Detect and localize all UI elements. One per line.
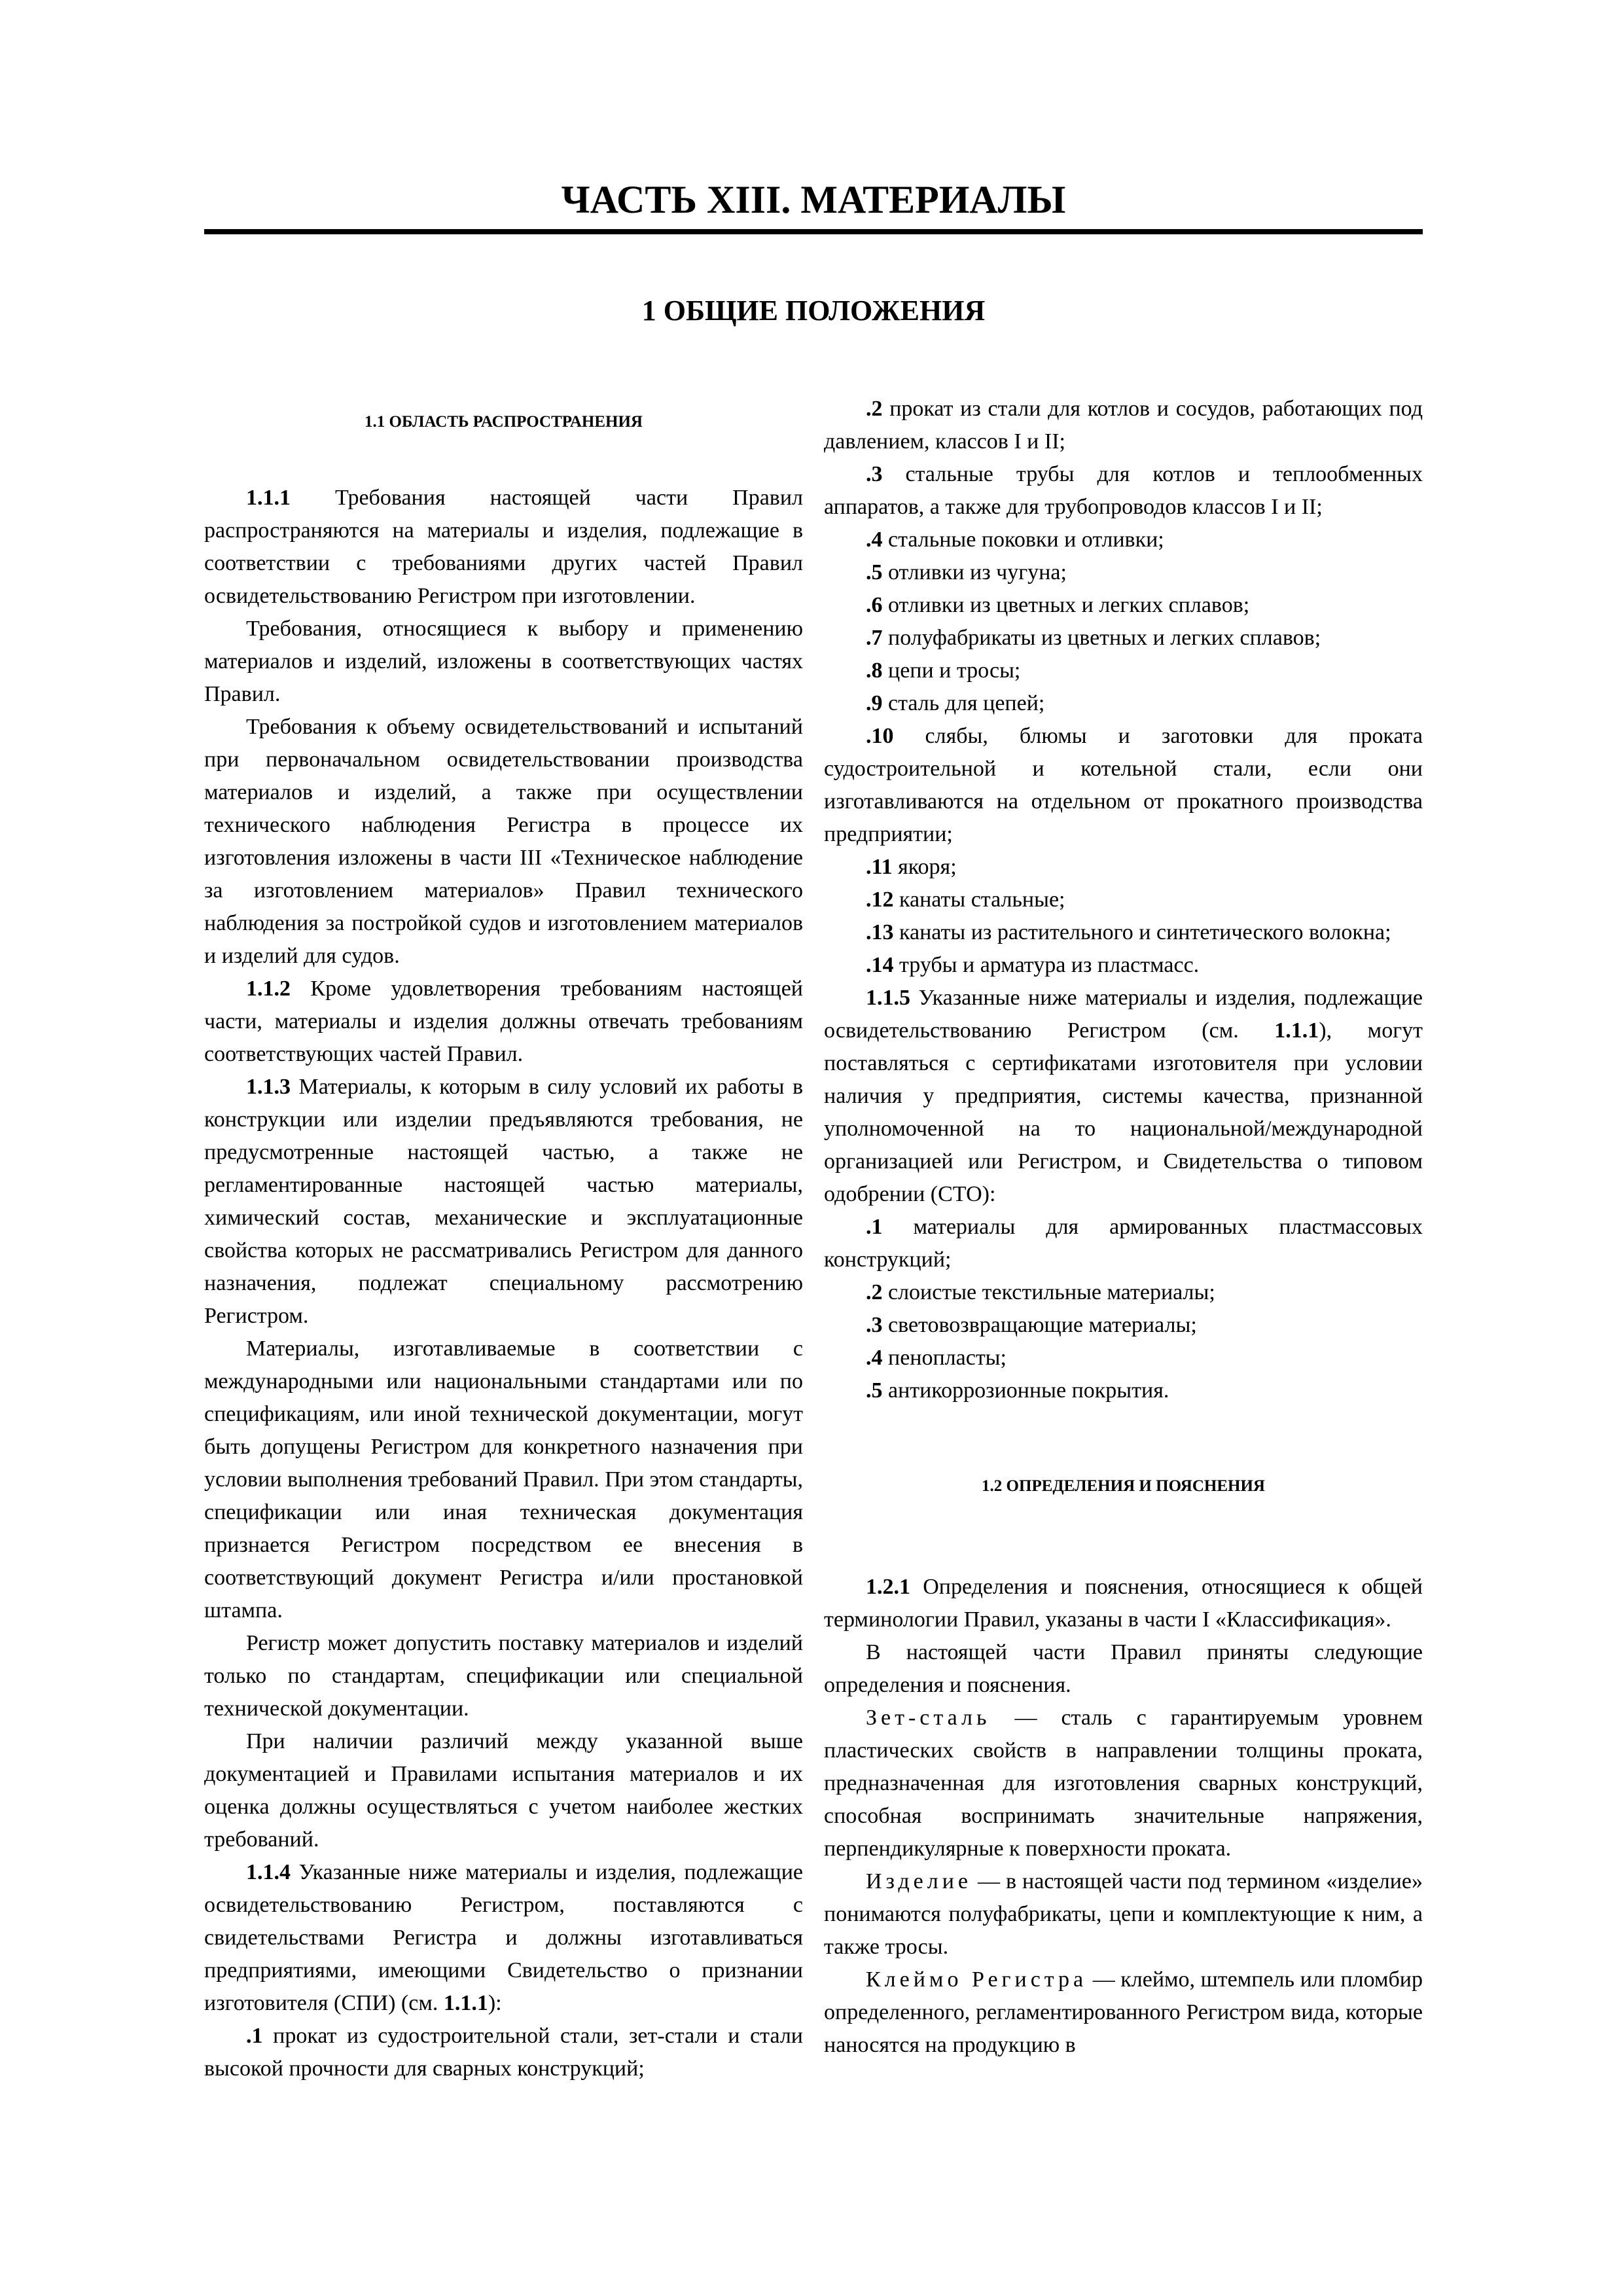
title-rule — [204, 229, 1423, 234]
item-text: материалы для армированных пластмассовых конструкций; — [824, 1215, 1423, 1272]
list-item — [824, 556, 1423, 589]
list-item — [824, 720, 1423, 851]
clause-number: 1.1.5 — [866, 986, 910, 1010]
item-text: стальные трубы для котлов и теплообменных аппаратов, а также для трубопроводов классов I и II; — [824, 462, 1423, 519]
item-number: .10 — [866, 724, 894, 748]
list-item — [824, 1342, 1423, 1374]
defined-term: Зет-сталь — [866, 1706, 991, 1730]
item-text: канаты стальные; — [893, 888, 1065, 912]
item-text: прокат из судостроительной стали, зет-стали и стали высокой прочности для сварных конструкций; — [204, 2024, 803, 2081]
cross-reference: 1.1.1 — [1274, 1018, 1319, 1043]
item-number: .14 — [866, 953, 894, 977]
list-item — [824, 851, 1423, 884]
item-number: .1 — [866, 1215, 883, 1239]
paragraph-text: В настоящей части Правил приняты следующие определения и пояснения. — [824, 1640, 1423, 1697]
clause-number: 1.2.1 — [866, 1575, 910, 1599]
list-item — [824, 458, 1423, 524]
item-text: сталь для цепей; — [882, 691, 1045, 715]
paragraph-text: ): — [488, 1991, 502, 2015]
paragraph-1-1-2 — [204, 973, 803, 1071]
defined-term: Клеймо Регистра — [866, 1967, 1088, 1992]
item-text: слоистые текстильные материалы; — [882, 1280, 1215, 1304]
paragraph-text: Регистр может допустить поставку материалов и изделий только по стандартам, спецификации или специальной технической документации. — [204, 1631, 803, 1721]
subsection-heading-1-2: 1.2 ОПРЕДЕЛЕНИЯ И ПОЯСНЕНИЯ — [982, 1477, 1265, 1495]
item-text: световозвращающие материалы; — [882, 1313, 1197, 1337]
item-number: .2 — [866, 1280, 883, 1304]
list-item — [824, 393, 1423, 458]
item-number: .3 — [866, 462, 883, 486]
subsection-heading-1-1: 1.1 ОБЛАСТЬ РАСПРОСТРАНЕНИЯ — [365, 413, 643, 431]
cross-reference: 1.1.1 — [443, 1991, 488, 2015]
item-text: пенопласты; — [882, 1346, 1007, 1370]
item-text: отливки из чугуна; — [882, 560, 1067, 584]
item-number: .4 — [866, 528, 883, 552]
clause-number: 1.1.2 — [246, 977, 291, 1001]
definition-text: — сталь с гарантируемым уровнем пластических свойств в направлении толщины проката, предназначенная для изготовления сварных конструкций, способная воспринимать значительные напряжения, перпендикулярные к поверхности проката. — [824, 1706, 1423, 1861]
list-item — [824, 622, 1423, 655]
page-title: ЧАСТЬ XIII. МАТЕРИАЛЫ — [561, 178, 1066, 221]
list-item — [824, 687, 1423, 720]
item-number: .12 — [866, 888, 894, 912]
item-text: антикоррозионные покрытия. — [882, 1378, 1169, 1403]
clause-number: 1.1.4 — [246, 1860, 291, 1884]
item-number: .7 — [866, 626, 883, 650]
definition-text: — в настоящей части под термином «изделие» понимаются полуфабрикаты, цепи и комплектующие к ним, а также тросы. — [824, 1869, 1423, 1959]
item-text: полуфабрикаты из цветных и легких сплавов; — [882, 626, 1321, 650]
paragraph-text: Требования настоящей части Правил распространяются на материалы и изделия, подлежащие в соответствии с требованиями других частей Правил освидетельствованию Регистром при изготовлении. — [204, 486, 803, 608]
paragraph-text: Указанные ниже материалы и изделия, подлежащие освидетельствованию Регистром, поставляются с свидетельствами Регистра и должны изготавливаться предприятиями, имеющими Свидетельство о признании изготовителя (СПИ) (см. — [204, 1860, 803, 2015]
list-item — [824, 884, 1423, 916]
paragraph-text: ), могут поставляться с сертификатами изготовителя при условии наличия у предприятия, системы качества, признанной уполномоченной на то национальной/международной организацией или Регистром, и Свидетельства о типовом одобрении (СТО): — [824, 1018, 1423, 1206]
item-text: канаты из растительного и синтетического волокна; — [893, 920, 1391, 944]
item-number: .3 — [866, 1313, 883, 1337]
list-item — [824, 1211, 1423, 1276]
list-item — [824, 655, 1423, 687]
item-number: .1 — [246, 2024, 263, 2048]
left-column — [204, 393, 803, 2085]
right-column — [824, 393, 1423, 2062]
item-text: трубы и арматура из пластмасс. — [893, 953, 1200, 977]
paragraph-text: Материалы, изготавливаемые в соответствии с международными или национальными стандартами или по спецификациям, или иной технической документации, могут быть допущены Регистром для конкретного назначения при условии выполнения требований Правил. При этом стандарты, спецификации или иная техническая документация признается Регистром посредством ее внесения в соответствующий документ Регистра и/или простановкой штампа. — [204, 1336, 803, 1623]
item-number: .8 — [866, 658, 883, 683]
list-item — [824, 916, 1423, 949]
paragraph-1-2-1 — [824, 1571, 1423, 1636]
list-item — [824, 1374, 1423, 1407]
definition — [824, 1865, 1423, 1964]
list-item — [824, 949, 1423, 982]
clause-number: 1.1.1 — [246, 486, 291, 510]
item-text: цепи и тросы; — [882, 658, 1021, 683]
list-item — [824, 1309, 1423, 1342]
list-item — [824, 1276, 1423, 1309]
paragraph-1-1-1 — [204, 482, 803, 613]
definition-text: — клеймо, штемпель или пломбир определенного, регламентированного Регистром вида, которые наносятся на продукцию в — [824, 1967, 1423, 2057]
item-number: .2 — [866, 397, 883, 421]
paragraph-1-1-3 — [204, 1071, 803, 1333]
paragraph-text: Кроме удовлетворения требованиям настоящей части, материалы и изделия должны отвечать требованиям соответствующих частей Правил. — [204, 977, 803, 1066]
paragraph-text: Требования, относящиеся к выбору и применению материалов и изделий, изложены в соответствующих частях Правил. — [204, 617, 803, 706]
item-text: якоря; — [892, 855, 957, 879]
paragraph-text: Определения и пояснения, относящиеся к общей терминологии Правил, указаны в части I «Классификация». — [824, 1575, 1423, 1632]
paragraph-text: Указанные ниже материалы и изделия, подлежащие освидетельствованию Регистром (см. — [824, 986, 1423, 1043]
paragraph-text: Требования к объему освидетельствований и испытаний при первоначальном освидетельствовании производства материалов и изделий, а также при осуществлении технического наблюдения Регистра в процессе их изготовления изложены в части III «Техническое наблюдение за изготовлением материалов» Правил технического наблюдения за постройкой судов и изготовлением материалов и изделий для судов. — [204, 715, 803, 968]
list-item — [824, 524, 1423, 556]
item-text: прокат из стали для котлов и сосудов, работающих под давлением, классов I и II; — [824, 397, 1423, 454]
item-number: .9 — [866, 691, 883, 715]
item-number: .11 — [866, 855, 893, 879]
list-item — [204, 2020, 803, 2085]
definition — [824, 1702, 1423, 1865]
paragraph-1-1-4 — [204, 1856, 803, 2020]
list-item — [824, 589, 1423, 622]
item-text: слябы, блюмы и заготовки для проката судостроительной и котельной стали, если они изготавливаются на отдельном от прокатного производства предприятии; — [824, 724, 1423, 846]
definition — [824, 1964, 1423, 2062]
item-text: отливки из цветных и легких сплавов; — [882, 593, 1250, 617]
item-number: .13 — [866, 920, 894, 944]
clause-number: 1.1.3 — [246, 1075, 291, 1099]
item-number: .5 — [866, 560, 883, 584]
item-text: стальные поковки и отливки; — [882, 528, 1164, 552]
item-number: .4 — [866, 1346, 883, 1370]
section-title: 1 ОБЩИЕ ПОЛОЖЕНИЯ — [641, 295, 986, 327]
paragraph-1-1-5 — [824, 982, 1423, 1211]
item-number: .6 — [866, 593, 883, 617]
paragraph-text: Материалы, к которым в силу условий их работы в конструкции или изделии предъявляются требования, не предусмотренные настоящей частью, а также не регламентированные настоящей частью материалы, химический состав, механические и эксплуатационные свойства которых не рассматривались Регистром для данного назначения, подлежат специальному рассмотрению Регистром. — [204, 1075, 803, 1328]
defined-term: Изделие — [866, 1869, 972, 1893]
item-number: .5 — [866, 1378, 883, 1403]
paragraph-text: При наличии различий между указанной выше документацией и Правилами испытания материалов и их оценка должны осуществляться с учетом наиболее жестких требований. — [204, 1729, 803, 1852]
